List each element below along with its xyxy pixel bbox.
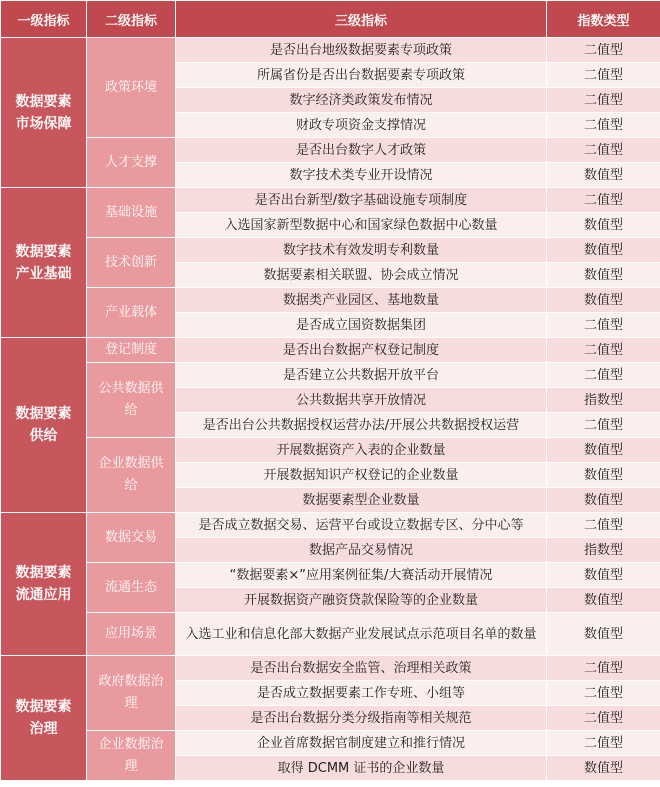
level2-indicator: 政府数据治 理 — [87, 656, 176, 731]
index-type-cell: 数值型 — [547, 613, 660, 656]
level3-indicator: 是否出台数据安全监管、治理相关政策 — [176, 656, 547, 681]
level2-indicator: 产业载体 — [87, 288, 176, 338]
index-type-cell: 指数型 — [547, 388, 660, 413]
level2-indicator: 流通生态 — [87, 563, 176, 613]
table-body — [1, 38, 660, 781]
table-row — [1, 563, 660, 588]
level2-indicator: 企业数据治 理 — [87, 731, 176, 781]
index-type-cell: 数值型 — [547, 438, 660, 463]
index-type-cell: 数值型 — [547, 588, 660, 613]
level3-indicator: “数据要素×”应用案例征集/大赛活动开展情况 — [176, 563, 547, 588]
index-type-cell: 数值型 — [547, 238, 660, 263]
table-row — [1, 238, 660, 263]
level3-indicator: 企业首席数据官制度建立和推行情况 — [176, 731, 547, 756]
level3-indicator: 数字技术有效发明专利数量 — [176, 238, 547, 263]
level3-indicator: 入选工业和信息化部大数据产业发展试点示范项目名单的数量 — [176, 613, 547, 656]
level2-indicator: 登记制度 — [87, 338, 176, 363]
table-row — [1, 731, 660, 756]
level2-indicator: 公共数据供 给 — [87, 363, 176, 438]
index-type-cell: 数值型 — [547, 488, 660, 513]
table-row — [1, 288, 660, 313]
level2-indicator: 基础设施 — [87, 188, 176, 238]
level1-indicator: 数据要素 治理 — [1, 656, 87, 781]
table-row — [1, 138, 660, 163]
level3-indicator: 是否出台数据分类分级指南等相关规范 — [176, 706, 547, 731]
level1-indicator: 数据要素 产业基础 — [1, 188, 87, 338]
index-type-cell: 数值型 — [547, 463, 660, 488]
level2-indicator: 数据交易 — [87, 513, 176, 563]
table-row — [1, 513, 660, 538]
level2-indicator: 企业数据供 给 — [87, 438, 176, 513]
header-index-type: 指数类型 — [547, 1, 660, 38]
level3-indicator: 是否出台公共数据授权运营办法/开展公共数据授权运营 — [176, 413, 547, 438]
level3-indicator: 数据要素型企业数量 — [176, 488, 547, 513]
table-row — [1, 438, 660, 463]
level2-indicator: 应用场景 — [87, 613, 176, 656]
index-type-cell: 数值型 — [547, 163, 660, 188]
index-type-cell: 二值型 — [547, 138, 660, 163]
index-type-cell: 指数型 — [547, 538, 660, 563]
level3-indicator: 数据要素相关联盟、协会成立情况 — [176, 263, 547, 288]
level3-indicator: 开展数据资产融资贷款保险等的企业数量 — [176, 588, 547, 613]
table-row — [1, 188, 660, 213]
index-type-cell: 二值型 — [547, 513, 660, 538]
table-row — [1, 38, 660, 63]
table-row — [1, 656, 660, 681]
index-type-cell: 数值型 — [547, 263, 660, 288]
level3-indicator: 数字经济类政策发布情况 — [176, 88, 547, 113]
table-row — [1, 613, 660, 656]
level3-indicator: 是否成立数据要素工作专班、小组等 — [176, 681, 547, 706]
level3-indicator: 取得 DCMM 证书的企业数量 — [176, 756, 547, 781]
level3-indicator: 是否出台数字人才政策 — [176, 138, 547, 163]
level3-indicator: 是否出台新型/数字基础设施专项制度 — [176, 188, 547, 213]
index-type-cell: 二值型 — [547, 113, 660, 138]
index-type-cell: 二值型 — [547, 313, 660, 338]
index-type-cell: 二值型 — [547, 656, 660, 681]
index-type-cell: 二值型 — [547, 38, 660, 63]
level3-indicator: 数据类产业园区、基地数量 — [176, 288, 547, 313]
level3-indicator: 开展数据知识产权登记的企业数量 — [176, 463, 547, 488]
header-level1: 一级指标 — [1, 1, 87, 38]
index-type-cell: 二值型 — [547, 338, 660, 363]
index-type-cell: 二值型 — [547, 63, 660, 88]
level3-indicator: 开展数据资产入表的企业数量 — [176, 438, 547, 463]
level3-indicator: 是否成立国资数据集团 — [176, 313, 547, 338]
index-type-cell: 二值型 — [547, 88, 660, 113]
index-type-cell: 数值型 — [547, 288, 660, 313]
header-level2: 二级指标 — [87, 1, 176, 38]
level1-indicator: 数据要素 供给 — [1, 338, 87, 513]
level3-indicator: 数字技术类专业开设情况 — [176, 163, 547, 188]
index-type-cell: 数值型 — [547, 563, 660, 588]
level1-indicator: 数据要素 市场保障 — [1, 38, 87, 188]
index-type-cell: 二值型 — [547, 731, 660, 756]
table-row — [1, 338, 660, 363]
level2-indicator: 人才支撑 — [87, 138, 176, 188]
header-row — [1, 1, 660, 38]
level3-indicator: 是否出台地级数据要素专项政策 — [176, 38, 547, 63]
index-type-cell: 二值型 — [547, 363, 660, 388]
level3-indicator: 是否建立公共数据开放平台 — [176, 363, 547, 388]
level3-indicator: 公共数据共享开放情况 — [176, 388, 547, 413]
level3-indicator: 财政专项资金支撑情况 — [176, 113, 547, 138]
level3-indicator: 入选国家新型数据中心和国家绿色数据中心数量 — [176, 213, 547, 238]
level3-indicator: 是否成立数据交易、运营平台或设立数据专区、分中心等 — [176, 513, 547, 538]
index-type-cell: 二值型 — [547, 706, 660, 731]
level2-indicator: 技术创新 — [87, 238, 176, 288]
index-type-cell: 二值型 — [547, 188, 660, 213]
level3-indicator: 所属省份是否出台数据要素专项政策 — [176, 63, 547, 88]
level3-indicator: 数据产品交易情况 — [176, 538, 547, 563]
level2-indicator: 政策环境 — [87, 38, 176, 138]
table-row — [1, 363, 660, 388]
index-type-cell: 二值型 — [547, 681, 660, 706]
index-type-cell: 数值型 — [547, 756, 660, 781]
header-level3: 三级指标 — [176, 1, 547, 38]
level1-indicator: 数据要素 流通应用 — [1, 513, 87, 656]
level3-indicator: 是否出台数据产权登记制度 — [176, 338, 547, 363]
index-type-cell: 数值型 — [547, 213, 660, 238]
index-type-cell: 二值型 — [547, 413, 660, 438]
